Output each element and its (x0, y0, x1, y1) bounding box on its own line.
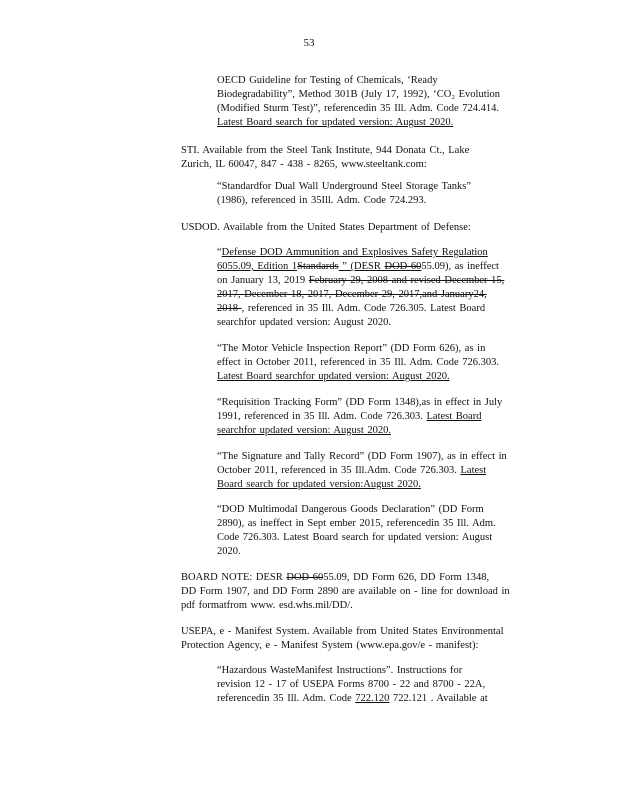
citation-dod-ammunition (217, 246, 539, 330)
text-run: “Standardfor Dual Wall Underground Steel Storage Tanks” (217, 181, 472, 192)
text-run: “The Motor Vehicle Inspection Report” (DD Form 626), as in (217, 343, 486, 354)
text-line (217, 316, 539, 330)
text-run: STI. Available from the Steel Tank Institute, 944 Donata Ct., Lake (181, 145, 470, 156)
text-run: Biodegradability”, Method 301B (July 17, 1992), ‘CO₂ Evolution (217, 89, 501, 100)
underlined-text: Latest Board search for updated version: August 2020. (217, 117, 454, 128)
text-line (217, 531, 539, 545)
underlined-text: 722.120 (355, 693, 390, 704)
citation-sti (181, 144, 539, 172)
text-run: USEPA, e - Manifest System. Available from United States Environmental (181, 626, 504, 637)
struck-text: February 29, 2008 and revised December 15, (308, 275, 505, 286)
citation-dd-form-1348 (217, 396, 539, 438)
text-run: “Requisition Tracking Form” (DD Form 1348),as in effect in July (217, 397, 503, 408)
text-line (181, 571, 539, 585)
underlined-text: Defense DOD Ammunition and Explosives Safety (221, 247, 442, 258)
underlined-text: (DESR (350, 261, 385, 272)
text-line (181, 585, 539, 599)
struck-text: Standards (297, 261, 339, 272)
text-line (181, 158, 539, 172)
underlined-text: ” (338, 261, 351, 272)
text-line (217, 478, 539, 492)
text-line (217, 302, 539, 316)
text-line (217, 260, 539, 274)
text-line (181, 639, 539, 653)
text-line (217, 246, 539, 260)
text-line (217, 356, 539, 370)
text-line (217, 342, 539, 356)
text-line (217, 450, 539, 464)
text-run: revision 12 - 17 of USEPA Forms 8700 - 22 and 8700 - 22A, (217, 679, 486, 690)
text-line (217, 74, 539, 88)
text-run: pdf formatfrom www. esd.whs.mil/DD/. (181, 600, 353, 611)
text-line (217, 102, 539, 116)
text-run: searchfor updated version: August 2020. (217, 317, 392, 328)
citation-usepa (181, 625, 539, 653)
struck-text: DOD 60 (286, 572, 324, 583)
underlined-text: Board search for updated version:August 2020. (217, 479, 421, 490)
text-run: Protection Agency, e - Manifest System (www.epa.gov/e - manifest): (181, 640, 479, 651)
text-run: Code 726.303. Latest Board search for updated version: August (217, 532, 493, 543)
underlined-text: Latest (460, 465, 487, 476)
text-line (217, 678, 539, 692)
text-run: 722.121 . Available at (389, 693, 488, 704)
text-line (217, 464, 539, 478)
citation-sti-standard (217, 180, 539, 208)
text-run: (1986), referenced in 35Ill. Adm. Code 724.293. (217, 195, 427, 206)
text-run: effect in October 2011, referenced in 35 Ill. Adm. Code 726.303. (217, 357, 500, 368)
text-run: October 2011, referenced in 35 Ill.Adm. Code 726.303. (217, 465, 461, 476)
text-run: 1991, referenced in 35 Ill. Adm. Code 726.303. (217, 411, 427, 422)
citation-usdod (181, 221, 539, 235)
text-run: Zurich, IL 60047, 847 - 438 - 8265, www.steeltank.com: (181, 159, 427, 170)
text-line (217, 274, 539, 288)
text-run: DD Form 1907, and DD Form 2890 are available on - line for download in (181, 586, 510, 597)
text-run: “ (217, 247, 222, 258)
text-line (217, 116, 539, 130)
underlined-text: 6055.09, Edition 1 (217, 261, 298, 272)
text-line (217, 410, 539, 424)
struck-text: DOD 60 (384, 261, 422, 272)
text-run: “DOD Multimodal Dangerous Goods Declaration” (DD Form (217, 504, 484, 515)
struck-text: 2017, December 18, 2017, December 29, 2017,and January24, (217, 289, 487, 300)
text-line (217, 288, 539, 302)
text-run: 55.09), as ineffect (421, 261, 499, 272)
text-run: , referenced in 35 Ill. Adm. Code 726.305. Latest Board (241, 303, 486, 314)
text-line (217, 692, 539, 706)
citation-dd-form-626 (217, 342, 539, 384)
underlined-text: Latest Board (426, 411, 482, 422)
text-line (181, 144, 539, 158)
text-line (217, 517, 539, 531)
text-line (217, 545, 539, 559)
citation-dd-form-2890 (217, 503, 539, 559)
text-run: OECD Guideline for Testing of Chemicals, ‘Ready (217, 75, 438, 86)
text-run: “Hazardous WasteManifest Instructions”. Instructions for (217, 665, 463, 676)
struck-text: 2018 (217, 303, 242, 314)
text-line (217, 396, 539, 410)
text-run: (Modified Sturm Test)”, referencedin 35 Ill. Adm. Code 724.414. (217, 103, 500, 114)
citation-dd-form-1907 (217, 450, 539, 492)
text-run: 2890), as ineffect in Sept ember 2015, referencedin 35 Ill. Adm. (217, 518, 496, 529)
text-run: on January 13, 2019 (217, 275, 309, 286)
text-run: USDOD. Available from the United States Department of Defense: (181, 222, 471, 233)
text-line (217, 88, 539, 102)
underlined-text: Regulation (441, 247, 488, 258)
text-line (181, 625, 539, 639)
text-run: 2020. (217, 546, 241, 557)
board-note (181, 571, 539, 613)
underlined-text: searchfor updated version: August 2020. (217, 425, 392, 436)
text-line (217, 424, 539, 438)
text-line (217, 664, 539, 678)
text-line (217, 503, 539, 517)
text-run: referencedin 35 Ill. Adm. Code (217, 693, 356, 704)
text-run: BOARD NOTE: DESR (181, 572, 287, 583)
text-line (181, 599, 539, 613)
citation-oecd (217, 74, 539, 130)
text-line (217, 194, 539, 208)
text-run: “The Signature and Tally Record” (DD Form 1907), as in effect in (217, 451, 507, 462)
text-run: 55.09, DD Form 626, DD Form 1348, (323, 572, 490, 583)
page-number: 53 (303, 37, 315, 49)
citation-hazardous-waste-manifest (217, 664, 539, 706)
text-line (181, 221, 539, 235)
text-line (217, 370, 539, 384)
text-line (217, 180, 539, 194)
underlined-text: Latest Board searchfor updated version: August 2020. (217, 371, 450, 382)
